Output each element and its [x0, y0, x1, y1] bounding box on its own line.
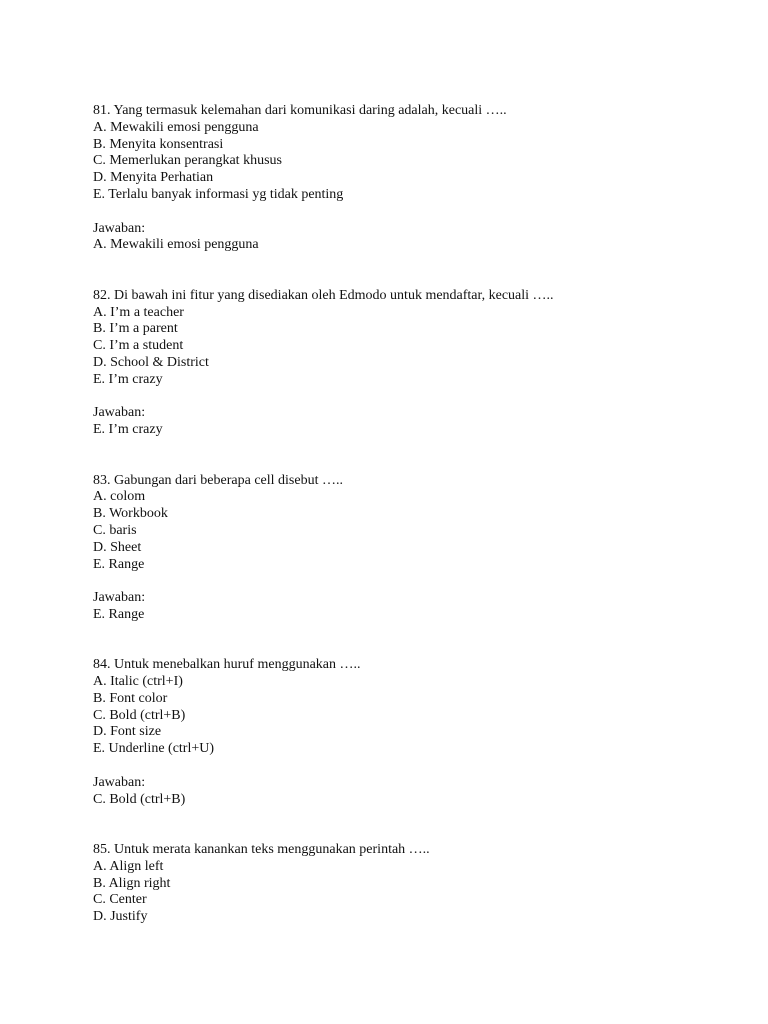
option-b: B. I’m a parent	[93, 321, 178, 337]
option-c: C. Memerlukan perangkat khusus	[93, 153, 282, 169]
option-d: D. School & District	[93, 354, 209, 370]
option-d: D. Font size	[93, 724, 162, 740]
question-gap	[93, 624, 733, 658]
option-a: A. Align left	[93, 858, 164, 874]
answer-label: Jawaban:	[93, 590, 146, 606]
document-page	[93, 103, 733, 926]
option-b: B. Workbook	[93, 506, 168, 522]
answer-label: Jawaban:	[93, 220, 146, 236]
question-stem: 81. Yang termasuk kelemahan dari komunikasi daring adalah, kecuali …..	[93, 103, 507, 118]
question-stem: 84. Untuk menebalkan huruf menggunakan …..	[93, 657, 361, 673]
question-84	[93, 657, 733, 808]
option-b: B. Font color	[93, 690, 168, 706]
blank-line	[93, 389, 733, 406]
answer-label: Jawaban:	[93, 405, 146, 421]
option-c: C. baris	[93, 522, 137, 538]
question-gap	[93, 808, 733, 842]
question-81	[93, 103, 733, 254]
option-c: C. Bold (ctrl+B)	[93, 707, 186, 723]
answer-text: E. Range	[93, 606, 145, 622]
option-d: D. Menyita Perhatian	[93, 170, 214, 186]
answer-text: A. Mewakili emosi pengguna	[93, 237, 259, 253]
blank-line	[93, 573, 733, 590]
question-gap	[93, 254, 733, 288]
question-85	[93, 842, 733, 926]
option-b: B. Menyita konsentrasi	[93, 136, 224, 152]
answer-label: Jawaban:	[93, 774, 146, 790]
option-b: B. Align right	[93, 875, 171, 891]
option-e: E. Underline (ctrl+U)	[93, 741, 215, 757]
answer-text: C. Bold (ctrl+B)	[93, 791, 186, 807]
option-a: A. I’m a teacher	[93, 304, 184, 320]
option-e: E. Range	[93, 556, 145, 572]
question-83	[93, 473, 733, 624]
option-e: E. Terlalu banyak informasi yg tidak penting	[93, 186, 344, 202]
option-c: C. Center	[93, 892, 147, 908]
option-d: D. Justify	[93, 909, 148, 925]
option-e: E. I’m crazy	[93, 371, 163, 387]
question-gap	[93, 439, 733, 473]
question-82	[93, 288, 733, 439]
question-stem: 83. Gabungan dari beberapa cell disebut …..	[93, 472, 343, 488]
option-a: A. colom	[93, 489, 146, 505]
blank-line	[93, 204, 733, 221]
option-c: C. I’m a student	[93, 338, 184, 354]
question-stem: 85. Untuk merata kanankan teks menggunakan perintah …..	[93, 842, 430, 858]
blank-line	[93, 758, 733, 775]
option-d: D. Sheet	[93, 539, 142, 555]
option-a: A. Mewakili emosi pengguna	[93, 119, 259, 135]
question-stem: 82. Di bawah ini fitur yang disediakan oleh Edmodo untuk mendaftar, kecuali …..	[93, 287, 554, 303]
option-a: A. Italic (ctrl+I)	[93, 674, 183, 690]
answer-text: E. I’m crazy	[93, 422, 163, 438]
